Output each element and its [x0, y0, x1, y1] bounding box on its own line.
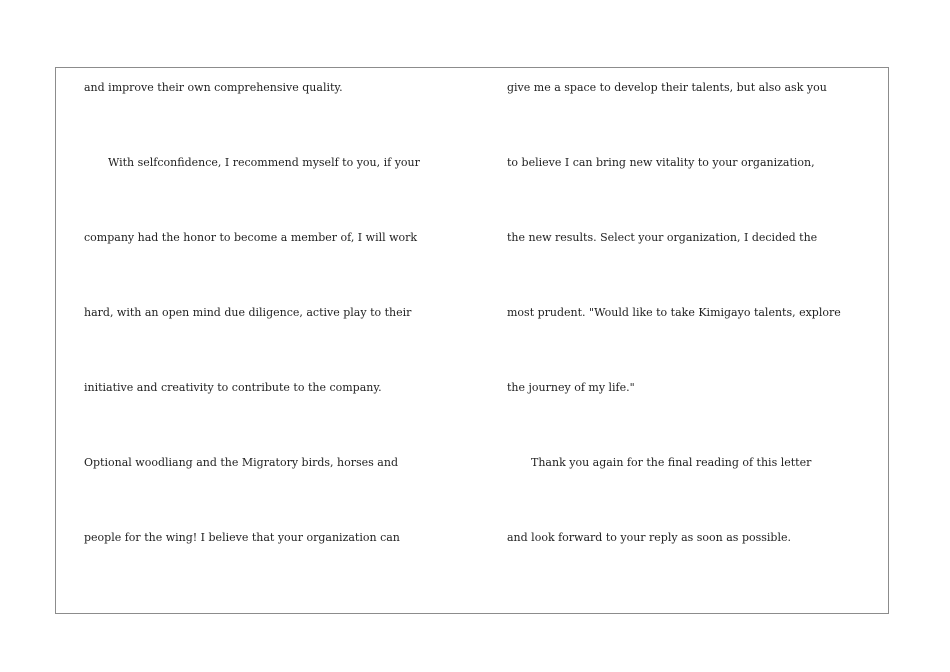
text-line: most prudent. "Would like to take Kimigayo talents, explore [507, 306, 841, 319]
text-line: Thank you again for the final reading of this letter [531, 456, 812, 469]
text-line: and improve their own comprehensive quality. [84, 81, 343, 94]
text-line: With selfconfidence, I recommend myself to you, if your [108, 156, 420, 169]
text-line: hard, with an open mind due diligence, active play to their [84, 306, 412, 319]
text-line: the journey of my life." [507, 381, 635, 394]
text-line: the new results. Select your organization, I decided the [507, 231, 818, 244]
text-line: company had the honor to become a member of, I will work [84, 231, 418, 244]
text-line: initiative and creativity to contribute to the company. [84, 381, 382, 394]
text-line: Optional woodliang and the Migratory birds, horses and [84, 456, 398, 469]
text-line: to believe I can bring new vitality to your organization, [507, 156, 815, 169]
text-line: and look forward to your reply as soon as possible. [507, 531, 791, 544]
document-page [55, 67, 889, 614]
text-line: people for the wing! I believe that your organization can [84, 531, 400, 544]
text-line: give me a space to develop their talents, but also ask you [507, 81, 827, 94]
